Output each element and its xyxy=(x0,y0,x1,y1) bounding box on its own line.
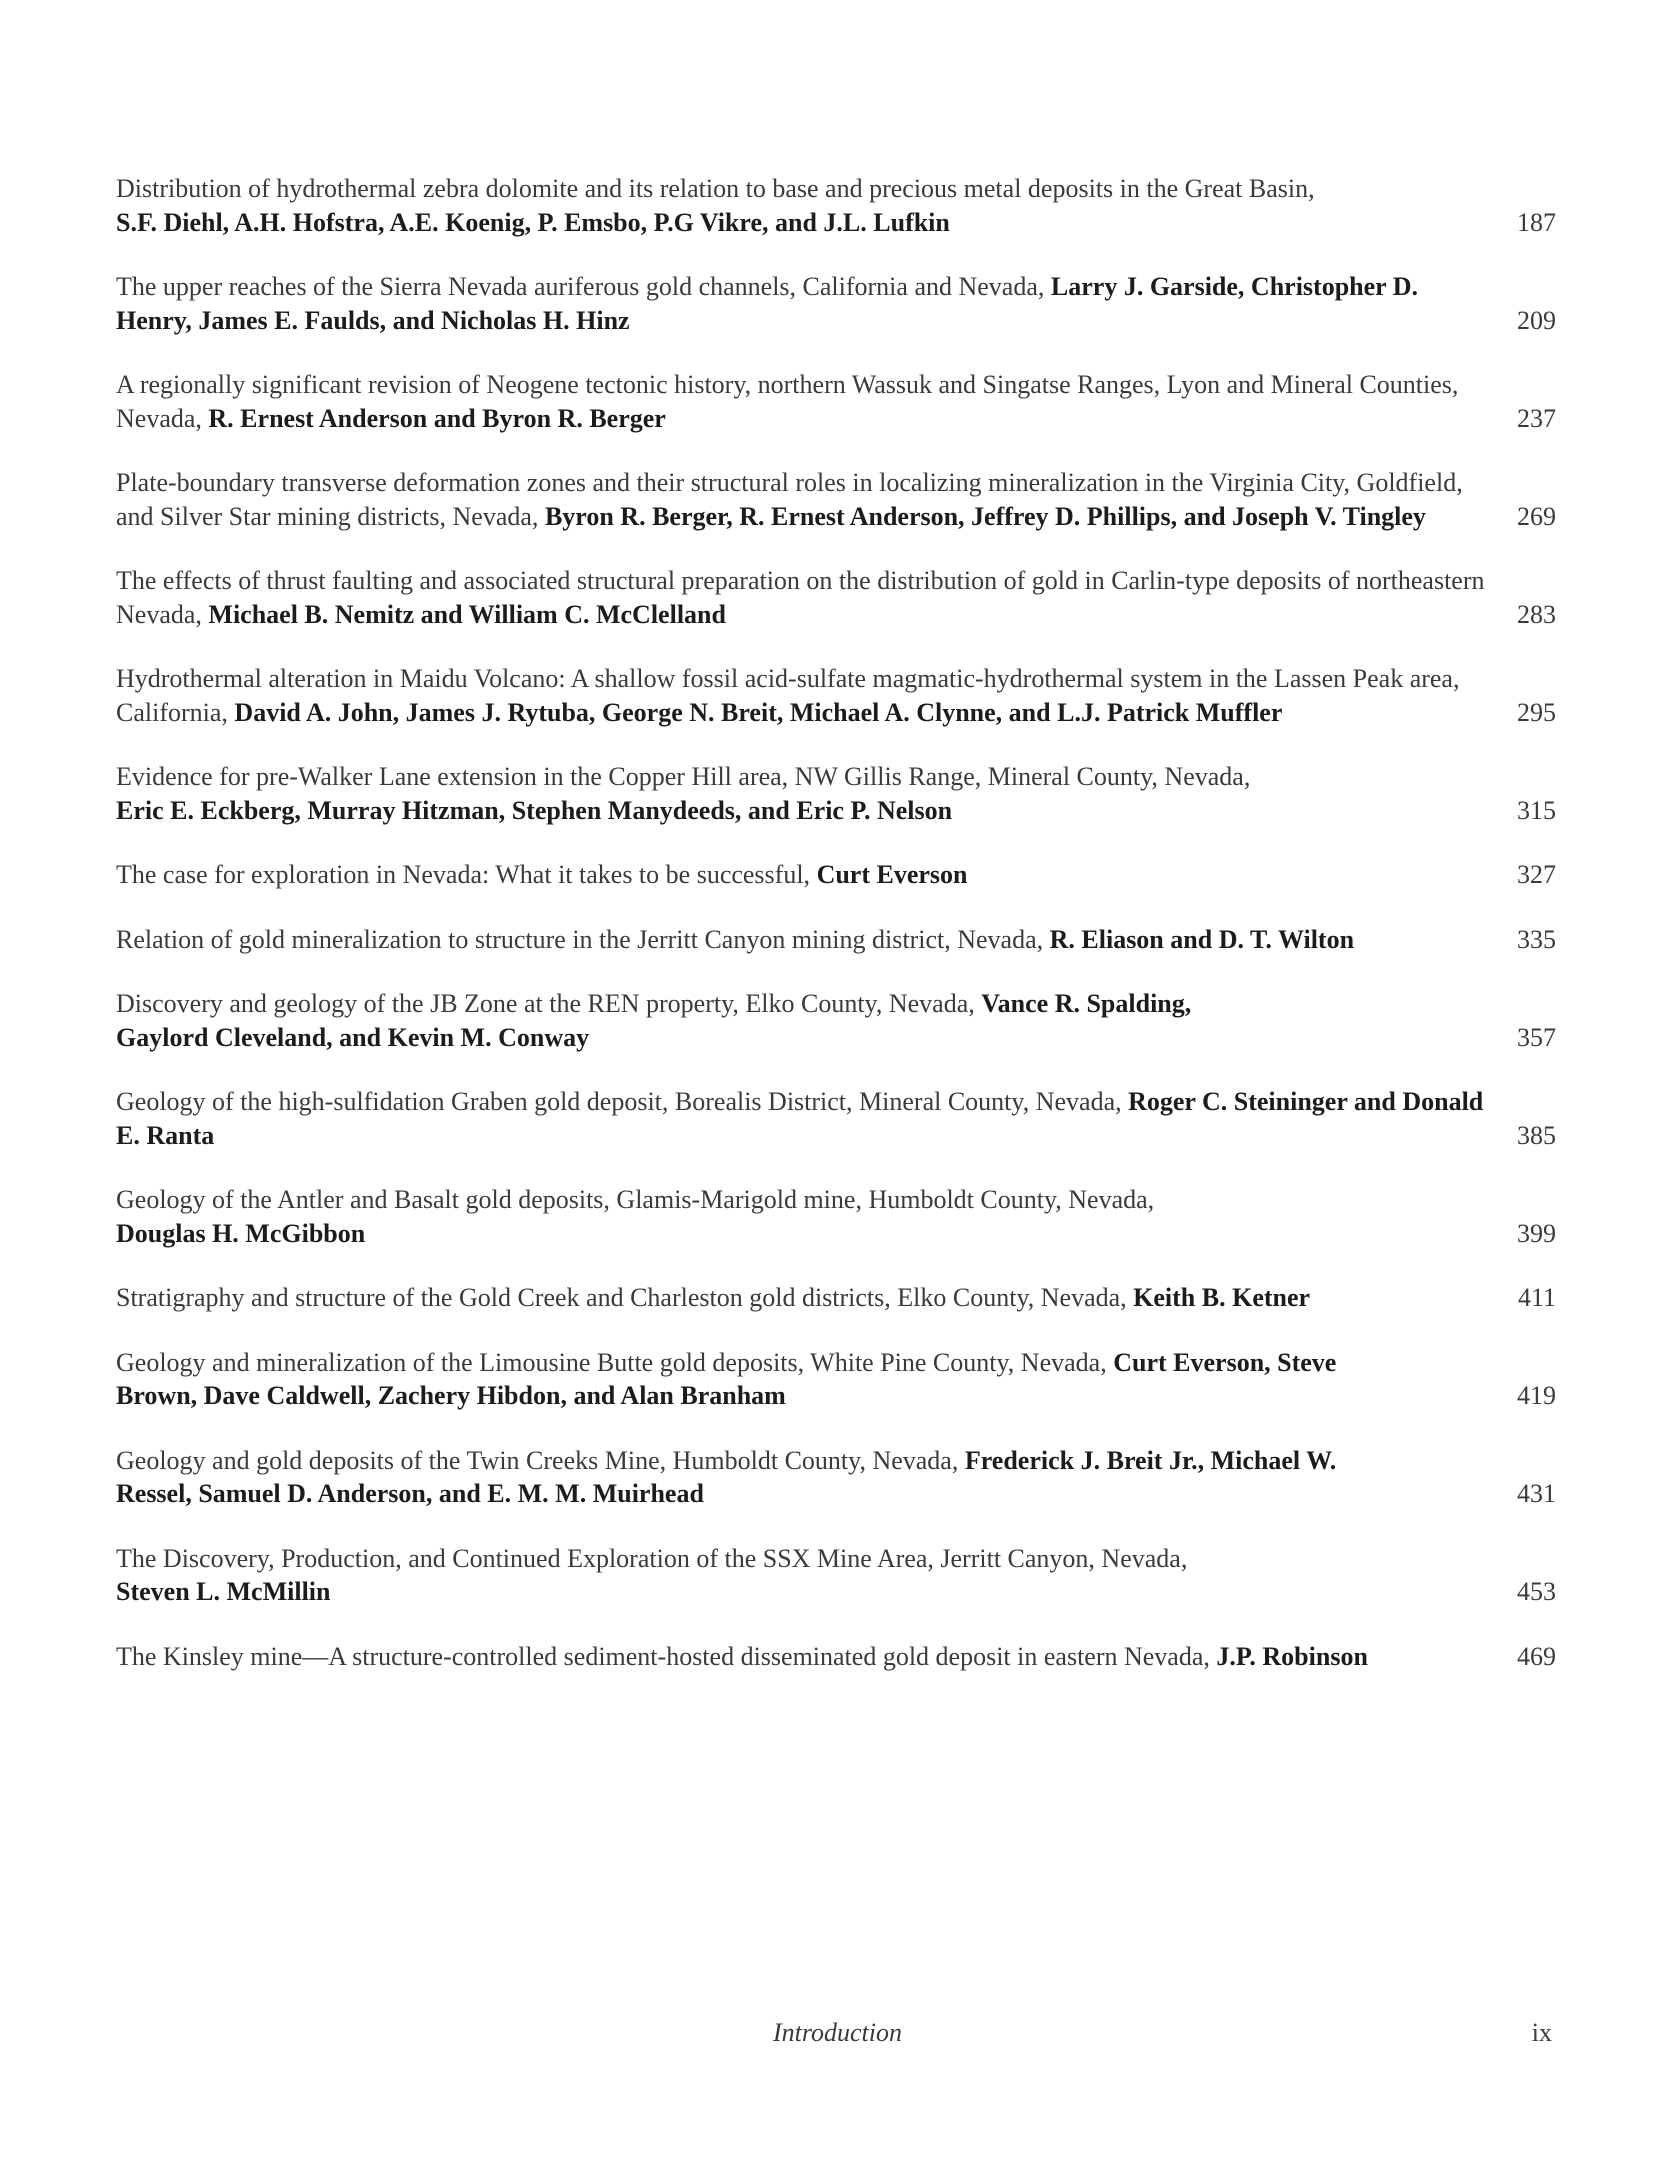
entry-text xyxy=(116,662,1486,729)
toc-entry[interactable] xyxy=(116,1085,1556,1152)
toc-entry[interactable] xyxy=(116,1346,1556,1413)
entry-page-number[interactable]: 187 xyxy=(1517,207,1556,237)
entry-authors: R. Ernest Anderson and Byron R. Berger xyxy=(208,403,666,433)
entry-title: The effects of thrust faulting and associated structural preparation on the distribution of gold in Carlin-type deposits of northeastern Nevada, xyxy=(116,566,1485,629)
entry-page-number[interactable]: 453 xyxy=(1517,1577,1556,1606)
entry-text xyxy=(116,1640,1486,1674)
entry-title: The case for exploration in Nevada: What it takes to be successful, xyxy=(116,860,811,889)
toc-entry[interactable] xyxy=(116,564,1556,631)
entry-page-number[interactable]: 283 xyxy=(1517,599,1556,629)
toc-entry[interactable] xyxy=(116,987,1556,1054)
entry-title: Geology of the high-sulfidation Graben gold deposit, Borealis District, Mineral County, Nevada, xyxy=(116,1087,1122,1116)
entry-page-number[interactable]: 327 xyxy=(1517,860,1556,889)
running-footer-title: Introduction xyxy=(772,2018,903,2047)
entry-title: Hydrothermal alteration in Maidu Volcano: A shallow fossil acid-sulfate magmatic-hydrothermal system in the Lassen Peak area, California, xyxy=(116,664,1460,727)
entry-authors: Douglas H. McGibbon xyxy=(116,1218,366,1248)
entry-text xyxy=(116,564,1486,631)
footer-page-number: ix xyxy=(1531,2018,1552,2047)
toc-entry[interactable] xyxy=(116,368,1556,435)
entry-text xyxy=(116,1542,1486,1609)
entry-page-number[interactable]: 419 xyxy=(1517,1381,1556,1410)
entry-page-number[interactable]: 315 xyxy=(1517,795,1556,825)
entry-text xyxy=(116,987,1276,1054)
toc-entry[interactable] xyxy=(116,172,1556,239)
entry-title: Distribution of hydrothermal zebra dolomite and its relation to base and precious metal deposits in the Great Basin, xyxy=(116,174,1315,203)
entry-page-number[interactable]: 357 xyxy=(1517,1022,1556,1052)
entry-authors: J.P. Robinson xyxy=(1216,1641,1368,1671)
entry-page-number[interactable]: 237 xyxy=(1517,403,1556,433)
entry-text xyxy=(116,172,1486,239)
entry-text xyxy=(116,760,1486,827)
entry-page-number[interactable]: 411 xyxy=(1517,1283,1556,1312)
entry-authors: Steven L. McMillin xyxy=(116,1577,331,1606)
entry-page-number[interactable]: 399 xyxy=(1517,1218,1556,1248)
entry-authors: Byron R. Berger, R. Ernest Anderson, Jeffrey D. Phillips, and Joseph V. Tingley xyxy=(544,501,1426,531)
entry-authors: R. Eliason and D. T. Wilton xyxy=(1049,924,1355,954)
entry-title: The Discovery, Production, and Continued Exploration of the SSX Mine Area, Jerritt Canyon, Nevada, xyxy=(116,1543,1188,1573)
entry-page-number[interactable]: 431 xyxy=(1517,1479,1556,1508)
toc-entry[interactable] xyxy=(116,1281,1556,1315)
entry-authors: Frederick J. Breit Jr., Michael W. Ressel, Samuel D. Anderson, and E. M. M. Muirhead xyxy=(116,1445,1337,1508)
entry-page-number[interactable]: 335 xyxy=(1517,924,1556,954)
toc-entry[interactable] xyxy=(116,858,1556,892)
entry-page-number[interactable]: 385 xyxy=(1517,1120,1556,1150)
entry-page-number[interactable]: 295 xyxy=(1517,697,1556,727)
entry-authors: Curt Everson, Steve Brown, Dave Caldwell, Zachery Hibdon, and Alan Branham xyxy=(116,1347,1337,1410)
entry-authors: Keith B. Ketner xyxy=(1133,1283,1311,1312)
toc-entry[interactable] xyxy=(116,270,1556,337)
entry-title: Geology and mineralization of the Limousine Butte gold deposits, White Pine County, Nevada, xyxy=(116,1347,1107,1377)
entry-text xyxy=(116,1183,1486,1250)
entry-title: The Kinsley mine—A structure-controlled sediment-hosted disseminated gold deposit in eastern Nevada, xyxy=(116,1641,1210,1671)
entry-authors: Vance R. Spalding, Gaylord Cleveland, and Kevin M. Conway xyxy=(116,989,1192,1052)
entry-text xyxy=(116,1085,1486,1152)
entry-text xyxy=(116,270,1486,337)
entry-text xyxy=(116,1346,1376,1413)
entry-page-number[interactable]: 269 xyxy=(1517,501,1556,531)
entry-title: Evidence for pre-Walker Lane extension in the Copper Hill area, NW Gillis Range, Mineral County, Nevada, xyxy=(116,762,1251,791)
entry-authors: David A. John, James J. Rytuba, George N. Breit, Michael A. Clynne, and L.J. Patrick Muffler xyxy=(234,697,1283,727)
entry-page-number[interactable]: 469 xyxy=(1517,1641,1556,1671)
toc-entry[interactable] xyxy=(116,760,1556,827)
entry-authors: Curt Everson xyxy=(816,860,968,889)
entry-text xyxy=(116,368,1486,435)
entry-title: Relation of gold mineralization to structure in the Jerritt Canyon mining district, Nevada, xyxy=(116,924,1044,954)
entry-text xyxy=(116,858,1486,892)
entry-text xyxy=(116,466,1486,533)
toc-entry[interactable] xyxy=(116,466,1556,533)
entry-title: A regionally significant revision of Neogene tectonic history, northern Wassuk and Singatse Ranges, Lyon and Mineral Counties, Nevada, xyxy=(116,370,1459,433)
entry-title: Plate-boundary transverse deformation zones and their structural roles in localizing mineralization in the Virginia City, Goldfield, and Silver Star mining districts, Nevada, xyxy=(116,468,1463,531)
entry-authors: S.F. Diehl, A.H. Hofstra, A.E. Koenig, P. Emsbo, P.G Vikre, and J.L. Lufkin xyxy=(116,207,950,237)
toc-entry[interactable] xyxy=(116,1542,1556,1609)
entry-title: Discovery and geology of the JB Zone at the REN property, Elko County, Nevada, xyxy=(116,989,975,1018)
table-of-contents xyxy=(116,172,1556,1704)
entry-authors: Eric E. Eckberg, Murray Hitzman, Stephen Manydeeds, and Eric P. Nelson xyxy=(116,795,953,825)
toc-entry[interactable] xyxy=(116,1444,1556,1511)
entry-page-number[interactable]: 209 xyxy=(1517,305,1556,335)
toc-entry[interactable] xyxy=(116,923,1556,957)
entry-authors: Roger C. Steininger and Donald E. Ranta xyxy=(116,1087,1484,1150)
entry-title: The upper reaches of the Sierra Nevada auriferous gold channels, California and Nevada, xyxy=(116,272,1045,301)
entry-title: Geology and gold deposits of the Twin Creeks Mine, Humboldt County, Nevada, xyxy=(116,1445,959,1475)
entry-text xyxy=(116,1444,1366,1511)
entry-text xyxy=(116,923,1486,957)
toc-entry[interactable] xyxy=(116,662,1556,729)
entry-text xyxy=(116,1281,1486,1315)
entry-authors: Michael B. Nemitz and William C. McClelland xyxy=(208,599,726,629)
toc-entry[interactable] xyxy=(116,1640,1556,1674)
entry-authors: Larry J. Garside, Christopher D. Henry, James E. Faulds, and Nicholas H. Hinz xyxy=(116,272,1419,335)
entry-title: Geology of the Antler and Basalt gold deposits, Glamis-Marigold mine, Humboldt County, Nevada, xyxy=(116,1185,1155,1214)
entry-title: Stratigraphy and structure of the Gold Creek and Charleston gold districts, Elko County, Nevada, xyxy=(116,1283,1127,1312)
toc-entry[interactable] xyxy=(116,1183,1556,1250)
